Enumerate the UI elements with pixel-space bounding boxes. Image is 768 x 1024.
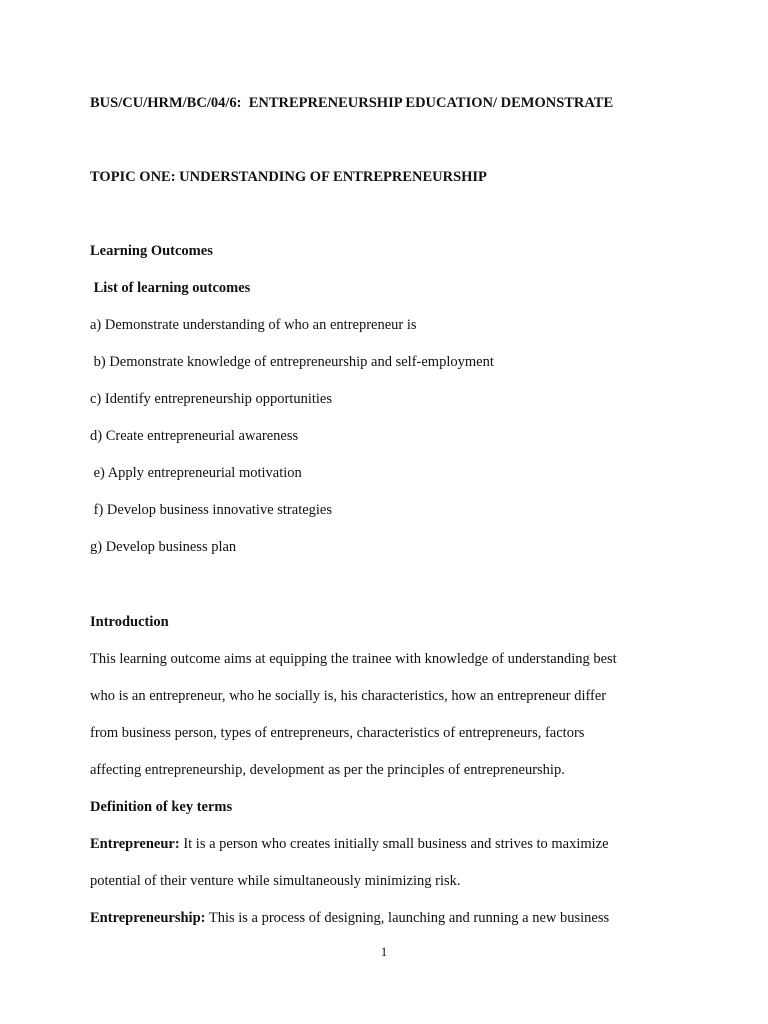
definition-entrepreneur-continued: potential of their venture while simultaneously minimizing risk. <box>90 873 461 889</box>
definitions-heading: Definition of key terms <box>90 799 233 815</box>
definition-term: Entrepreneur: <box>90 836 180 852</box>
definition-term: Entrepreneurship: <box>90 910 206 926</box>
definition-entrepreneur <box>90 835 609 853</box>
learning-outcomes-subheading: List of learning outcomes <box>90 280 251 296</box>
learning-outcome-item: a) Demonstrate understanding of who an entrepreneur is <box>90 317 417 333</box>
definition-entrepreneurship <box>90 909 609 927</box>
definition-text: It is a person who creates initially small business and strives to maximize <box>179 836 609 852</box>
learning-outcome-item: e) Apply entrepreneurial motivation <box>90 465 302 481</box>
introduction-line: who is an entrepreneur, who he socially is, his characteristics, how an entrepreneur differ <box>90 688 607 704</box>
introduction-line: affecting entrepreneurship, development as per the principles of entrepreneurship. <box>90 762 565 778</box>
learning-outcome-item: g) Develop business plan <box>90 539 237 555</box>
learning-outcome-item: d) Create entrepreneurial awareness <box>90 428 299 444</box>
introduction-line: from business person, types of entrepreneurs, characteristics of entrepreneurs, factors <box>90 725 585 741</box>
page-number: 1 <box>380 944 388 959</box>
learning-outcome-item: b) Demonstrate knowledge of entrepreneurship and self-employment <box>90 354 494 370</box>
topic-title: TOPIC ONE: UNDERSTANDING OF ENTREPRENEURSHIP <box>90 169 487 185</box>
learning-outcome-item: c) Identify entrepreneurship opportunities <box>90 391 332 407</box>
course-code-header: BUS/CU/HRM/BC/04/6: ENTREPRENEURSHIP EDUCATION/ DEMONSTRATE <box>90 95 614 111</box>
learning-outcome-item: f) Develop business innovative strategies <box>90 502 333 518</box>
definition-text: This is a process of designing, launching and running a new business <box>205 910 610 926</box>
introduction-heading: Introduction <box>90 614 169 630</box>
learning-outcomes-heading: Learning Outcomes <box>90 243 213 259</box>
introduction-line: This learning outcome aims at equipping the trainee with knowledge of understanding best <box>90 651 617 667</box>
